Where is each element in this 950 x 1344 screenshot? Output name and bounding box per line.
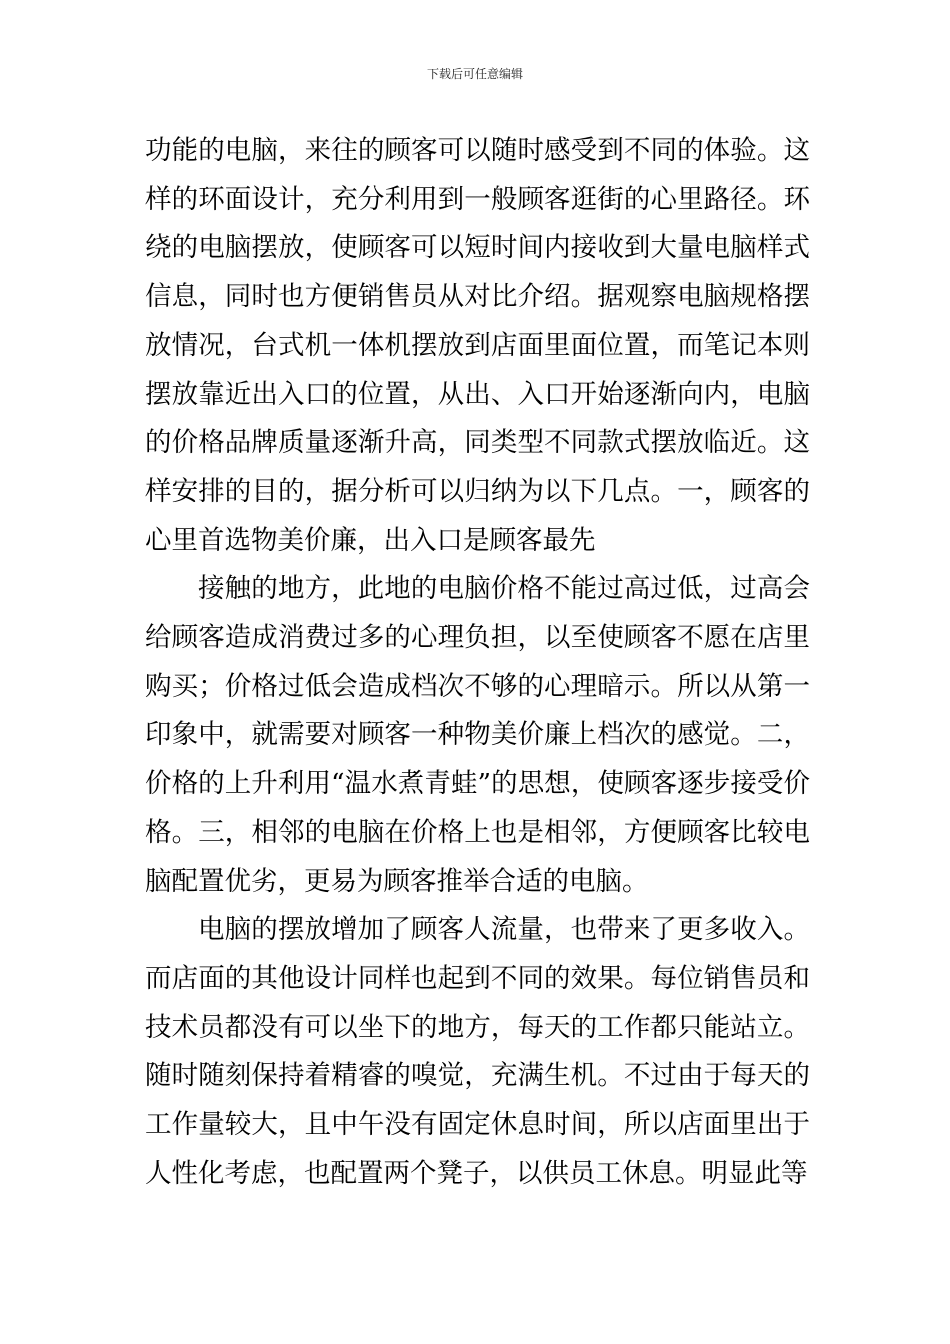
paragraph-1: 功能的电脑，来往的顾客可以随时感受到不同的体验。这样的环面设计，充分利用到一般顾客逛街的心里路径。环绕的电脑摆放，使顾客可以短时间内接收到大量电脑样式信息，同时也方便销售员从对比介绍。据观察电脑规格摆放情况，台式机一体机摆放到店面里面位置，而笔记本则摆放靠近出入口的位置，从出、入口开始逐渐向内，电脑的价格品牌质量逐渐升高，同类型不同款式摆放临近。这样安排的目的，据分析可以归纳为以下几点。一，顾客的心里首选物美价廉，出入口是顾客最先 xyxy=(145,135,810,556)
paragraph-2: 接触的地方，此地的电脑价格不能过高过低，过高会给顾客造成消费过多的心理负担，以至使顾客不愿在店里购买；价格过低会造成档次不够的心理暗示。所以从第一印象中，就需要对顾客一种物美价廉上档次的感觉。二，价格的上升利用“温水煮青蛙”的思想，使顾客逐步接受价格。三，相邻的电脑在价格上也是相邻，方便顾客比较电脑配置优劣，更易为顾客推举合适的电脑。 xyxy=(145,573,810,897)
page-header: 下载后可任意编辑 xyxy=(426,67,523,81)
body-text xyxy=(145,127,810,1198)
paragraph-3: 电脑的摆放增加了顾客人流量，也带来了更多收入。而店面的其他设计同样也起到不同的效果。每位销售员和技术员都没有可以坐下的地方，每天的工作都只能站立。随时随刻保持着精睿的嗅觉，充满生机。不过由于每天的工作量较大，且中午没有固定休息时间，所以店面里出于人性化考虑，也配置两个凳子，以供员工休息。明显此等 xyxy=(145,914,810,1189)
